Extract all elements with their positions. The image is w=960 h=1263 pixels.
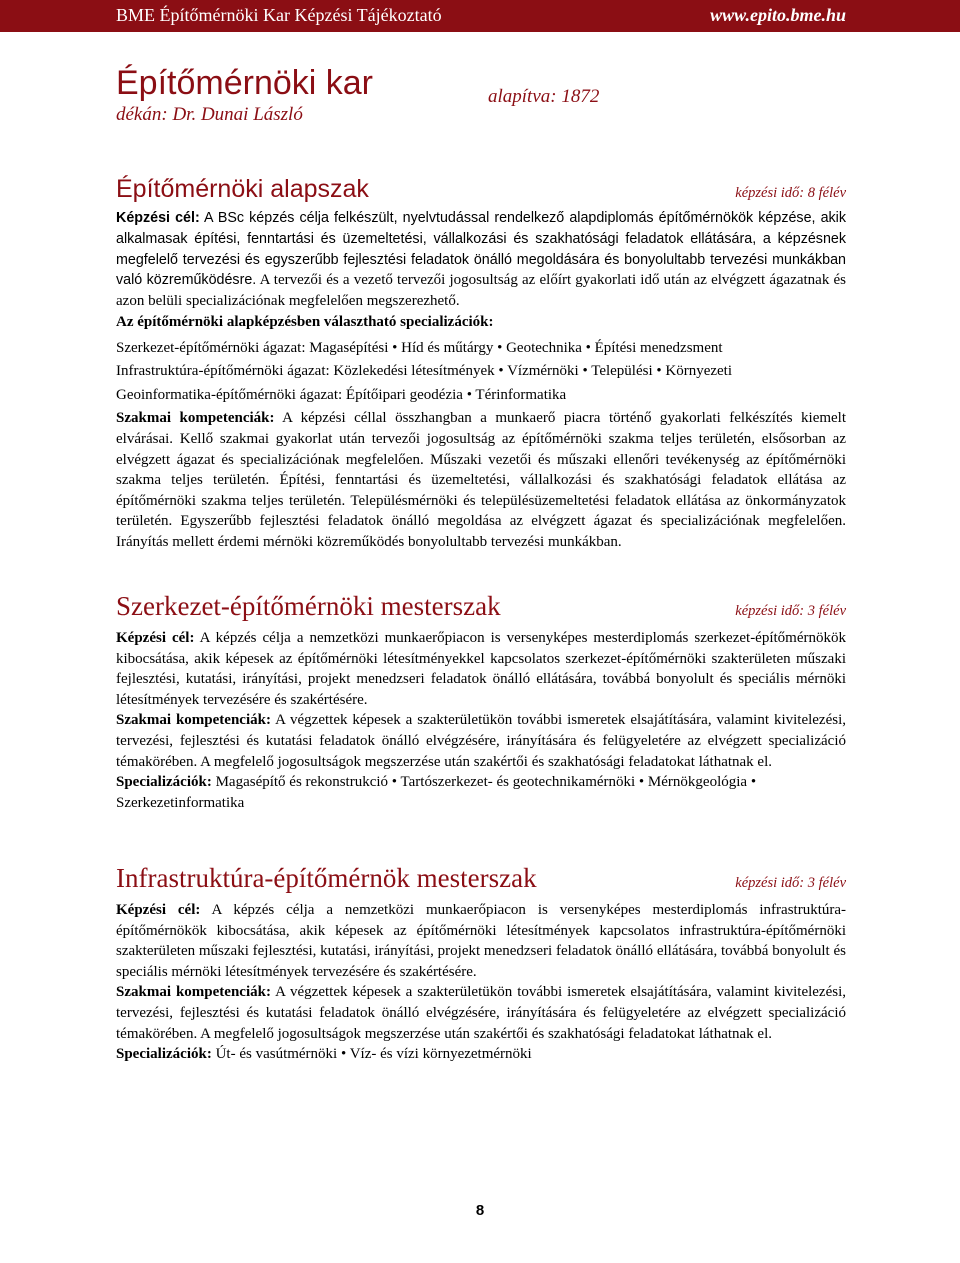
msc-structural-comp-text: A végzettek képesek a szakterületükön további ismeretek elsajátítására, valamint kivitelezési, tervezési, fejlesztési és kutatási feladatok önálló elvégzésére, irányítására és felügyeletére az elvégzett specializáció témakörében. A megfelelő jogosultságok megszerzése után szakértői és szakhatósági feladatokat láthatnak el. [116,712,847,770]
bsc-goal [116,208,846,312]
msc-structural-goal [116,628,846,710]
msc-infra-goal-text: A képzés célja a nemzetközi munkaerőpiacon is versenyképes mesterdiplomás infrastruktúra-építőmérnökök kibocsátása, akik képesek az építőmérnöki létesítmények kapcsolatos infrastruktúra-építőmérnöki szakterületen műszaki fejlesztési, kutatási, irányítási, projekt menedzseri feladatok önálló ellátására, továbbá bonyolult és speciális mérnöki létesítmények tervezésére és szakértésére. [116,902,847,980]
msc-infra-comp-text: A végzettek képesek a szakterületükön további ismeretek elsajátítására, valamint kivitelezési, tervezési, fejlesztési és kutatási feladatok önálló elvégzésére, irányítására és felügyeletére az elvégzett specializáció témakörében. A megfelelő jogosultságok megszerzése után szakértői és szakhatósági feladatokat láthatnak el. [116,984,847,1042]
msc-infra-goal [116,900,846,982]
msc-structural-title: Szerkezet-építőmérnöki mesterszak [116,591,501,621]
founded-line: alapítva: 1872 [488,86,600,107]
msc-infra-duration: képzési idő: 3 félév [735,875,846,891]
dean-line: dékán: Dr. Dunai László [116,104,303,125]
header-title: BME Építőmérnöki Kar Képzési Tájékoztató [116,5,442,25]
msc-infra-section [116,860,846,1065]
msc-structural-competencies [116,710,846,772]
page-number: 8 [475,1202,485,1219]
bsc-comp-label: Szakmai kompetenciák: [116,410,275,427]
msc-infra-spec-text: Út- és vasútmérnöki • Víz- és vízi környezetmérnöki [211,1046,532,1063]
msc-structural-comp-label: Szakmai kompetenciák: [116,712,271,729]
msc-infra-specializations [116,1044,846,1065]
msc-structural-heading [116,588,846,622]
bsc-competencies [116,408,846,552]
msc-structural-specializations [116,772,846,813]
bsc-spec-heading-text: Az építőmérnöki alapképzésben választható specializációk: [116,313,494,330]
msc-infra-spec-label: Specializációk: [116,1046,212,1063]
msc-infra-comp-label: Szakmai kompetenciák: [116,984,271,1001]
header-website: www.epito.bme.hu [710,5,846,25]
bsc-duration: képzési idő: 8 félév [735,185,846,201]
faculty-title: Építőmérnöki kar [116,64,373,102]
bsc-spec-heading [116,312,846,333]
msc-infra-goal-label: Képzési cél: [116,902,201,918]
msc-structural-section [116,588,846,813]
msc-structural-goal-label: Képzési cél: [116,630,195,646]
bsc-goal-text2: A tervezői és a vezető tervezői jogosultság az előírt gyakorlati idő után az elvégzett ágazatnak és azon belüli specializációnak megfelelően megszerezhető. [116,272,847,310]
msc-infra-heading [116,860,846,894]
bsc-goal-label: Képzési cél: [116,210,200,226]
bsc-branch-geoinfo: Geoinformatika-építőmérnöki ágazat: Építőipari geodézia • Térinformatika [116,386,567,403]
page-header [0,0,960,32]
bsc-comp-text: A képzési céllal összhangban a munkaerő piacra történő gyakorlati felkészítés kiemelt elvárásai. Kellő szakmai gyakorlat után tervezői jogosultság az építőmérnöki szakma teljes területén, elsősorban az elvégzett ágazat és specializációnak megfelelően. Műszaki vezetői és műszaki ellenőri tevékenység az építőmérnöki szakma teljes területén. Építési, fenntartási és üzemeltetési, vállalkozási és szakhatósági feladatok ellátása az építőmérnöki szakma teljes területén. Településmérnöki és településüzemeltetési feladatok ellátása az önkormányzatok területén. Egyszerűbb fejlesztési feladatok önálló megoldása az elvégzett ágazat és specializációnak megfelelően. Irányítás mellett érdemi mérnöki közreműködés bonyolultabb tervezési munkákban. [116,410,847,550]
bsc-section [116,170,846,553]
msc-structural-duration: képzési idő: 3 félév [735,603,846,619]
msc-infra-competencies [116,982,846,1044]
bsc-branch-structural: Szerkezet-építőmérnöki ágazat: Magasépítési • Híd és műtárgy • Geotechnika • Építési menedzsment [116,339,723,356]
msc-structural-spec-text: Magasépítő és rekonstrukció • Tartószerkezet- és geotechnikamérnöki • Mérnökgeológia • Szerkezetinformatika [116,774,757,811]
bsc-title: Építőmérnöki alapszak [116,175,369,203]
msc-structural-spec-label: Specializációk: [116,774,212,791]
msc-infra-title: Infrastruktúra-építőmérnök mesterszak [116,863,537,893]
bsc-heading [116,170,846,204]
msc-structural-goal-text: A képzés célja a nemzetközi munkaerőpiacon is versenyképes mesterdiplomás szerkezet-építőmérnökök kibocsátása, akik képesek az építőmérnöki létesítményekkel kapcsolatos szerkezet-építőmérnöki szakterületen műszaki fejlesztési, kutatási, irányítási, projekt menedzseri feladatok önálló ellátására, továbbá bonyolult és speciális mérnöki létesítmények tervezésére és szakértésére. [116,630,847,708]
bsc-goal-text: A BSc képzés célja felkészült, nyelvtudással rendelkező alapdiplomás építőmérnökök képzése, akik alkalmasak építési, fenntartási és üzemeltetési, vállalkozási és szakhatósági feladatok ellátására, a képzésnek megfelelő tervezési és egyszerűbb fejlesztési feladatok önálló megoldására és bonyolultabb tervezési munkákban való közreműködésre. [116,210,846,289]
bsc-branch-infra: Infrastruktúra-építőmérnöki ágazat: Közlekedési létesítmények • Vízmérnöki • Települési • Környezeti [116,363,733,380]
